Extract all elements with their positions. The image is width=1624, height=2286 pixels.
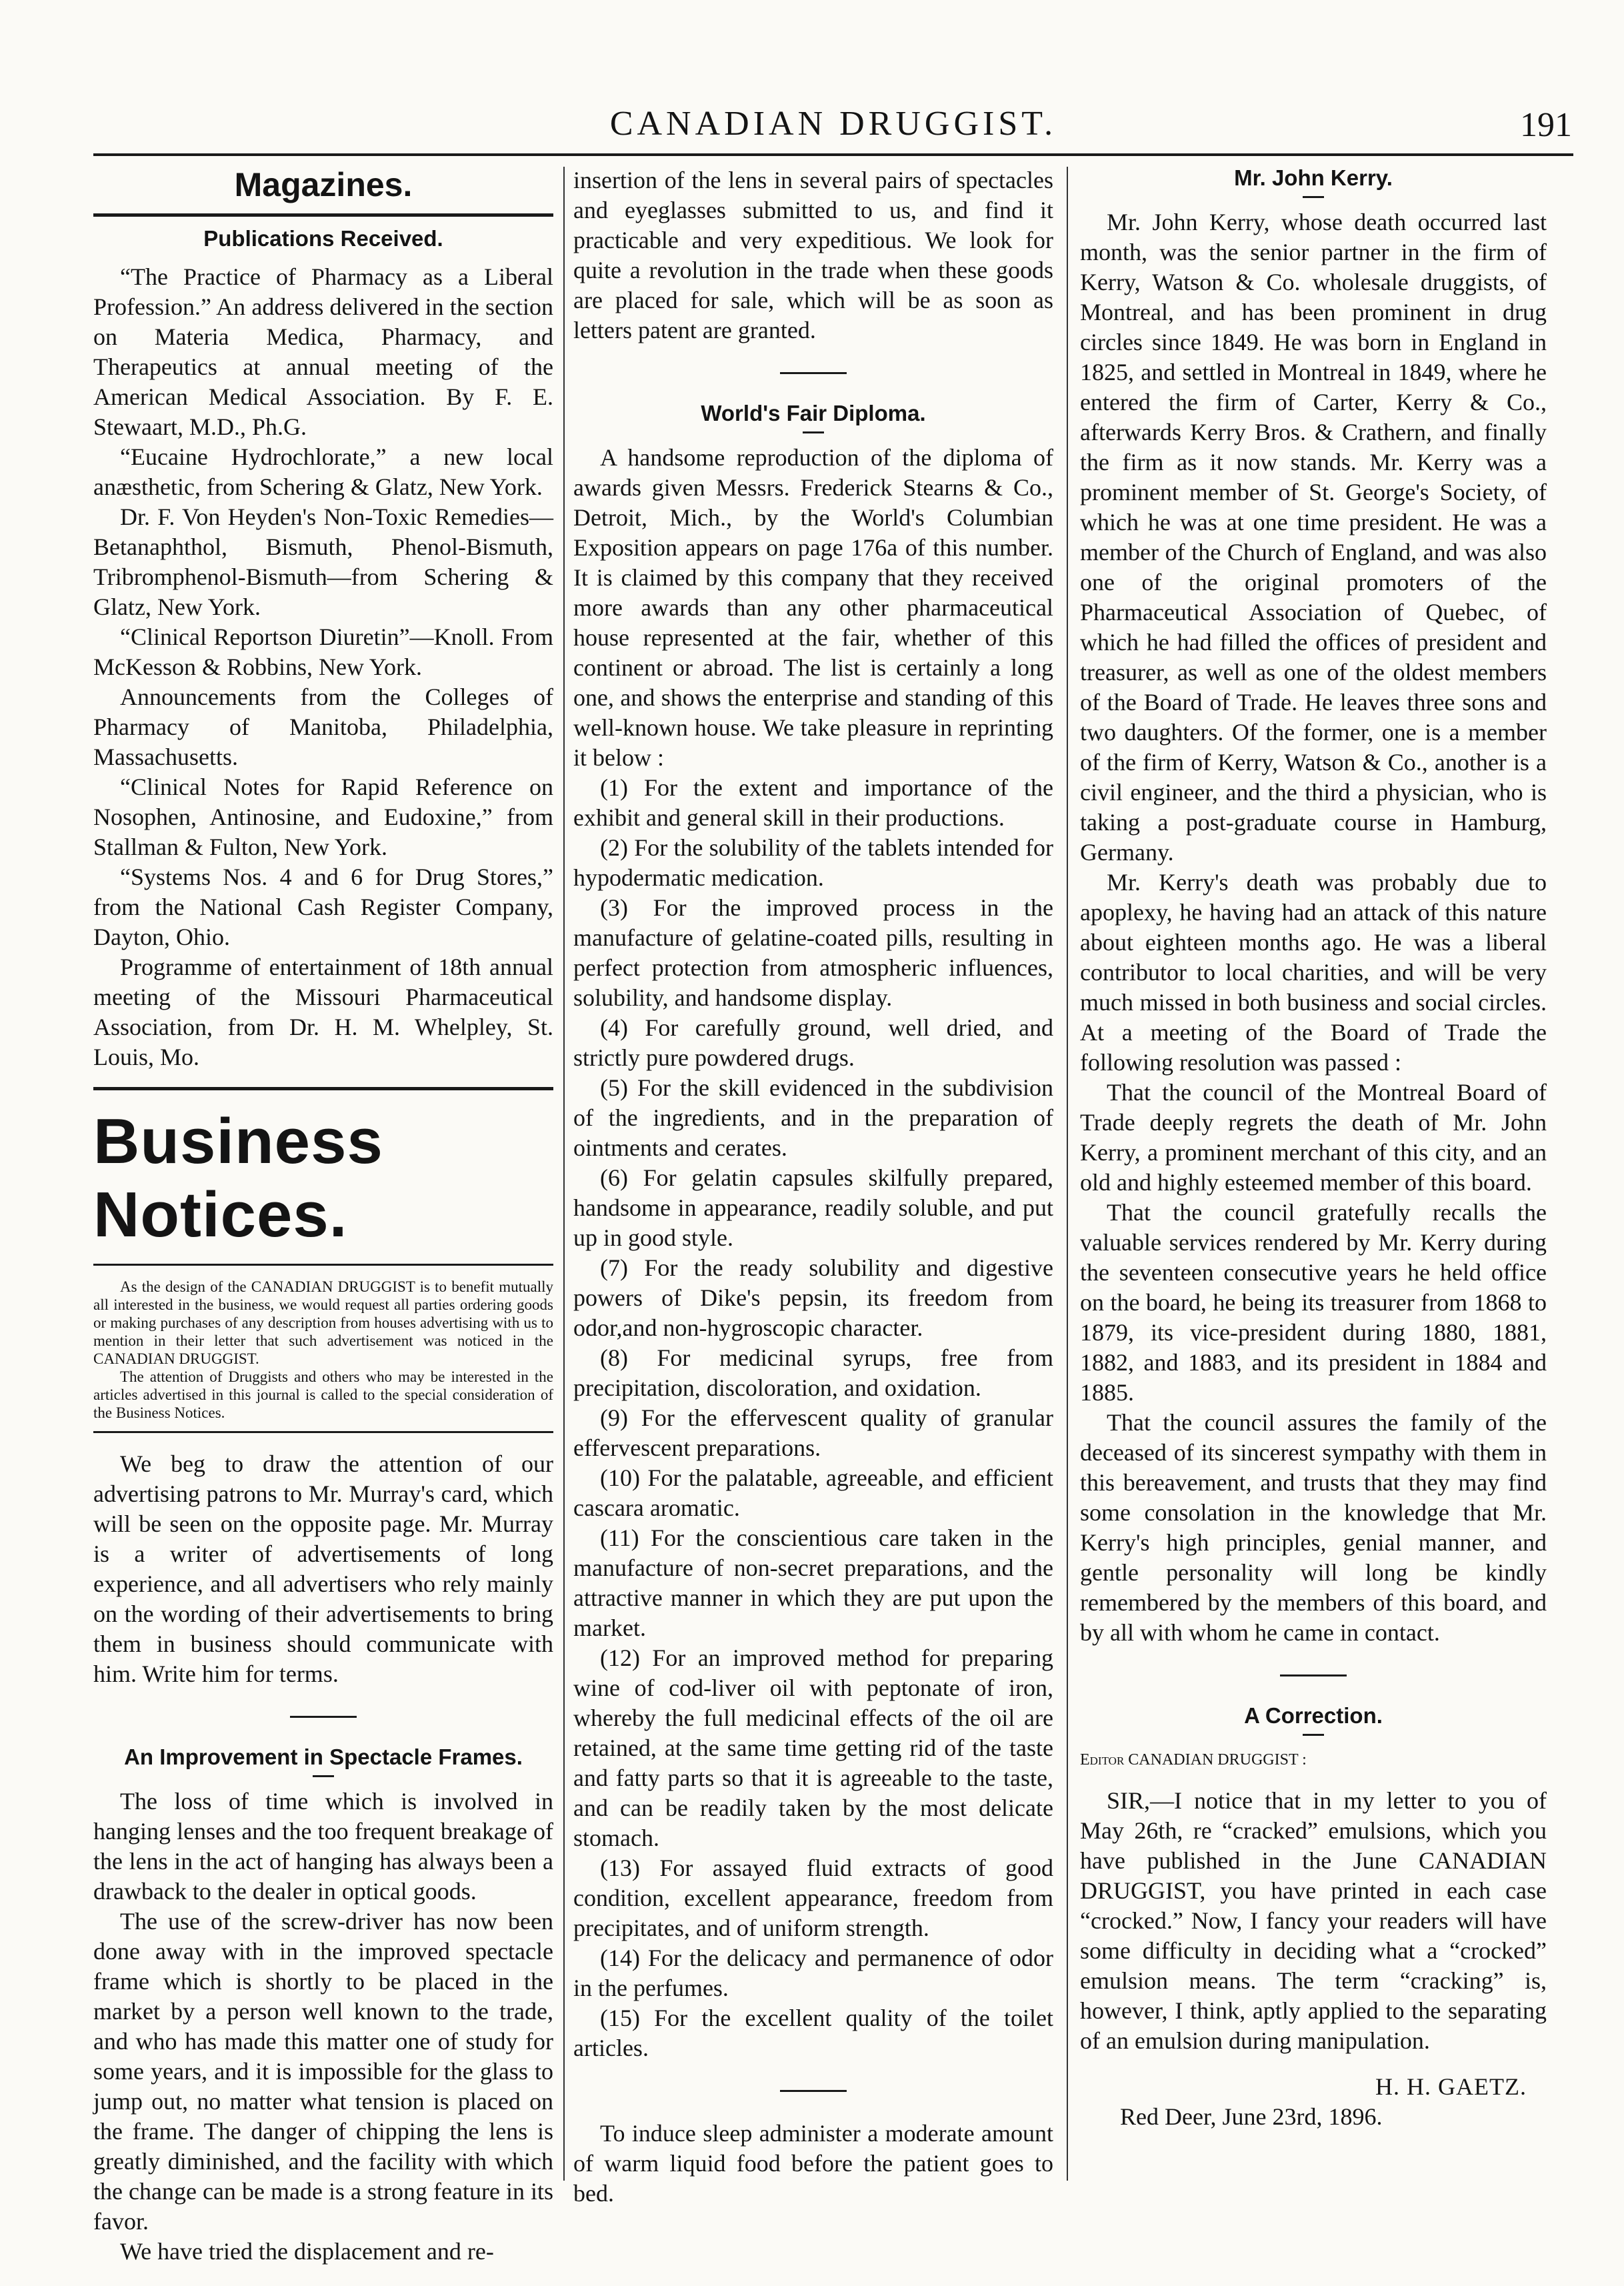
publication-item: Dr. F. Von Heyden's Non-Toxic Remedies—Betanaphthol, Bismuth, Phenol-Bismuth, Tribromphenol-Bismuth—from Schering & Glatz, New York. [93, 503, 553, 620]
article-paragraph: The loss of time which is involved in hanging lenses and the too frequent breakage of the lens in the act of hanging has always been a drawback to the dealer in optical goods. [93, 1788, 553, 1905]
resolution-paragraph: That the council of the Montreal Board of Trade deeply regrets the death of Mr. John Kerry, a prominent merchant of this city, and an old and highly esteemed member of this board. [1080, 1079, 1547, 1196]
business-notice-box [93, 1264, 553, 1433]
award-item: (10) For the palatable, agreeable, and efficient cascara aromatic. [573, 1464, 1053, 1521]
separator-rule [1280, 1674, 1347, 1676]
column-divider [1067, 167, 1068, 2181]
column-left [93, 165, 553, 2267]
award-item: (8) For medicinal syrups, free from precipitation, discoloration, and oxidation. [573, 1344, 1053, 1401]
award-item: (5) For the skill evidenced in the subdivision of the ingredients, and in the preparation of ointments and cerates. [573, 1074, 1053, 1161]
separator-rule [780, 372, 847, 374]
publication-item: “Clinical Notes for Rapid Reference on Nosophen, Antinosine, and Eudoxine,” from Stallman & Fulton, New York. [93, 774, 553, 860]
resolution-paragraph: That the council gratefully recalls the valuable services rendered by Mr. Kerry during the seventeen consecutive years he held office on the board, he being its treasurer from 1868 to 1879, its vice-president during 1880, 1881, 1882, and 1883, and its president in 1884 and 1885. [1080, 1199, 1547, 1406]
column-divider [563, 167, 565, 2181]
running-head [93, 100, 1573, 156]
section-heading-john-kerry: Mr. John Kerry. [1234, 165, 1393, 190]
editor-salutation: Editor CANADIAN DRUGGIST : [1080, 1751, 1307, 1769]
award-item: (14) For the delicacy and permanence of odor in the perfumes. [573, 1945, 1053, 2001]
heading-dash [1303, 196, 1324, 198]
heading-rule [93, 213, 553, 217]
award-item: (13) For assayed fluid extracts of good condition, excellent appearance, freedom from precipitates, and of uniform strength. [573, 1855, 1053, 1941]
letter-body: SIR,—I notice that in my letter to you of May 26th, re “cracked” emulsions, which you have published in the June CANADIAN DRUGGIST, you have printed in each case “crocked.” Now, I fancy your readers will have some difficulty in deciding what a “crocked” emulsion means. The term “cracking” is, however, I think, aptly applied to the separating of an emulsion during manipulation. [1080, 1787, 1547, 2054]
publication-item: “Clinical Reportson Diuretin”—Knoll. From McKesson & Robbins, New York. [93, 624, 553, 680]
article-paragraph: Mr. Kerry's death was probably due to apoplexy, he having had an attack of this nature about eighteen months ago. He was a liberal contributor to local charities, and will be very much missed in both business and social circles. At a meeting of the Board of Trade the following resolution was passed : [1080, 869, 1547, 1076]
letter-signature: H. H. GAETZ. [1375, 2073, 1527, 2100]
section-heading-business-notices: Business Notices. [93, 1106, 383, 1250]
publication-item: Announcements from the Colleges of Pharmacy of Manitoba, Philadelphia, Massachusetts. [93, 684, 553, 770]
award-item: (6) For gelatin capsules skilfully prepared, handsome in appearance, readily soluble, and put up in good style. [573, 1164, 1053, 1251]
publication-item: “Eucaine Hydrochlorate,” a new local anæsthetic, from Schering & Glatz, New York. [93, 443, 553, 500]
article-paragraph: Mr. John Kerry, whose death occurred last month, was the senior partner in the firm of Kerry, Watson & Co. wholesale druggists, of Montreal, and has been prominent in drug circles since 1849. He was born in England in 1825, and settled in Montreal in 1849, where he entered the firm of Carter, Kerry & Co., afterwards Kerry Bros. & Crathern, and finally the firm as it now stands. Mr. Kerry was a prominent member of St. George's Society, of which he was at one time president. He was a member of the Church of England, and was also one of the original promoters of the Pharmaceutical Association of Quebec, of which he had filled the offices of president and treasurer, as well as one of the oldest members of the Board of Trade. He leaves three sons and two daughters. Of the former, one is a member of the firm of Kerry, Watson & Co., another is a civil engineer, and the third a physician, who is taking a post-graduate course in Hamburg, Germany. [1080, 209, 1547, 866]
award-item: (4) For carefully ground, well dried, and strictly pure powdered drugs. [573, 1014, 1053, 1071]
heading-dash [803, 431, 824, 433]
separator-rule [290, 1716, 357, 1718]
award-item: (1) For the extent and importance of the exhibit and general skill in their productions. [573, 774, 1053, 831]
publication-title: CANADIAN DRUGGIST. [609, 105, 1057, 143]
article-paragraph: To induce sleep administer a moderate amount of warm liquid food before the patient goes to bed. [573, 2120, 1053, 2207]
section-heading-spectacle-frames: An Improvement in Spectacle Frames. [124, 1745, 523, 1769]
award-item: (11) For the conscientious care taken in the manufacture of non-secret preparations, and the attractive manner in which they are put upon the market. [573, 1524, 1053, 1641]
business-notice-text: The attention of Druggists and others who may be interested in the articles advertised in this journal is called to the special consideration of the Business Notices. [93, 1368, 553, 1421]
award-item: (9) For the effervescent quality of granular effervescent preparations. [573, 1404, 1053, 1461]
award-item: (3) For the improved process in the manufacture of gelatine-coated pills, resulting in perfect protection from atmospheric influences, solubility, and handsome display. [573, 894, 1053, 1011]
section-heading-correction: A Correction. [1244, 1703, 1383, 1728]
award-item: (15) For the excellent quality of the toilet articles. [573, 2005, 1053, 2061]
article-paragraph: insertion of the lens in several pairs of spectacles and eyeglasses submitted to us, and find it practicable and very expeditious. We look for quite a revolution in the trade when these goods are placed for sale, which will be as soon as letters patent are granted. [573, 167, 1053, 343]
business-notice-text: As the design of the CANADIAN DRUGGIST is to benefit mutually all interested in the business, we would request all parties ordering goods or making purchases of any description from houses advertising with us to mention in their letter that such advertisement was noticed in the CANADIAN DRUGGIST. [93, 1278, 553, 1367]
column-right [1080, 165, 1547, 2132]
section-heading-worlds-fair: World's Fair Diploma. [701, 401, 926, 425]
publication-item: Programme of entertainment of 18th annual meeting of the Missouri Pharmaceutical Association, from Dr. H. M. Whelpley, St. Louis, Mo. [93, 954, 553, 1070]
resolution-paragraph: That the council assures the family of the deceased of its sincerest sympathy with them in this bereavement, and trusts that they may find some consolation in the knowledge that Mr. Kerry's high principles, genial manner, and gentle personality will long be kindly remembered by the members of this board, and by all with whom he came in contact. [1080, 1409, 1547, 1646]
heading-dash [1303, 1734, 1324, 1736]
section-heading-magazines: Magazines. [234, 166, 413, 203]
article-paragraph: A handsome reproduction of the diploma of awards given Messrs. Frederick Stearns & Co., Detroit, Mich., by the World's Columbian Exposition appears on page 176a of this number. It is claimed by this company that they received more awards than any other pharmaceutical house represented at the fair, whether of this continent or abroad. The list is certainly a long one, and shows the enterprise and standing of this well-known house. We take pleasure in reprinting it below : [573, 444, 1053, 771]
award-item: (7) For the ready solubility and digestive powers of Dike's pepsin, its freedom from odor,and non-hygroscopic character. [573, 1254, 1053, 1341]
column-middle [573, 165, 1053, 2209]
article-paragraph: The use of the screw-driver has now been done away with in the improved spectacle frame which is shortly to be placed in the market by a person well known to the trade, and who has made this matter one of study for some years, and it is impossible for the glass to jump out, no matter what tension is placed on the frame. The danger of chipping the lens is greatly diminished, and the facility with which the change can be made is a strong feature in its favor. [93, 1908, 553, 2235]
publication-item: “The Practice of Pharmacy as a Liberal Profession.” An address delivered in the section on Materia Medica, Pharmacy, and Therapeutics at annual meeting of the American Medical Association. By F. E. Stewaart, M.D., Ph.G. [93, 263, 553, 440]
separator-rule [780, 2090, 847, 2092]
heading-dash [313, 1775, 334, 1777]
award-item: (2) For the solubility of the tablets intended for hypodermatic medication. [573, 834, 1053, 891]
award-item: (12) For an improved method for preparing wine of cod-liver oil with peptonate of iron, whereby the full medicinal effects of the oil are retained, at the same time getting rid of the taste and fatty parts so that it is agreeable to the taste, and can be readily taken by the most delicate stomach. [573, 1644, 1053, 1851]
section-rule [93, 1087, 553, 1090]
subheading-publications-received: Publications Received. [203, 226, 443, 251]
article-paragraph: We have tried the displacement and re- [120, 2238, 494, 2265]
page-number: 191 [1520, 106, 1572, 144]
business-paragraph: We beg to draw the attention of our advertising patrons to Mr. Murray's card, which will be seen on the opposite page. Mr. Murray is a writer of advertisements of long experience, and all advertisers who rely mainly on the wording of their advertisements to bring them in business should communicate with him. Write him for terms. [93, 1450, 553, 1687]
publication-item: “Systems Nos. 4 and 6 for Drug Stores,” from the National Cash Register Company, Dayton, Ohio. [93, 864, 553, 950]
letter-date: Red Deer, June 23rd, 1896. [1120, 2103, 1383, 2130]
